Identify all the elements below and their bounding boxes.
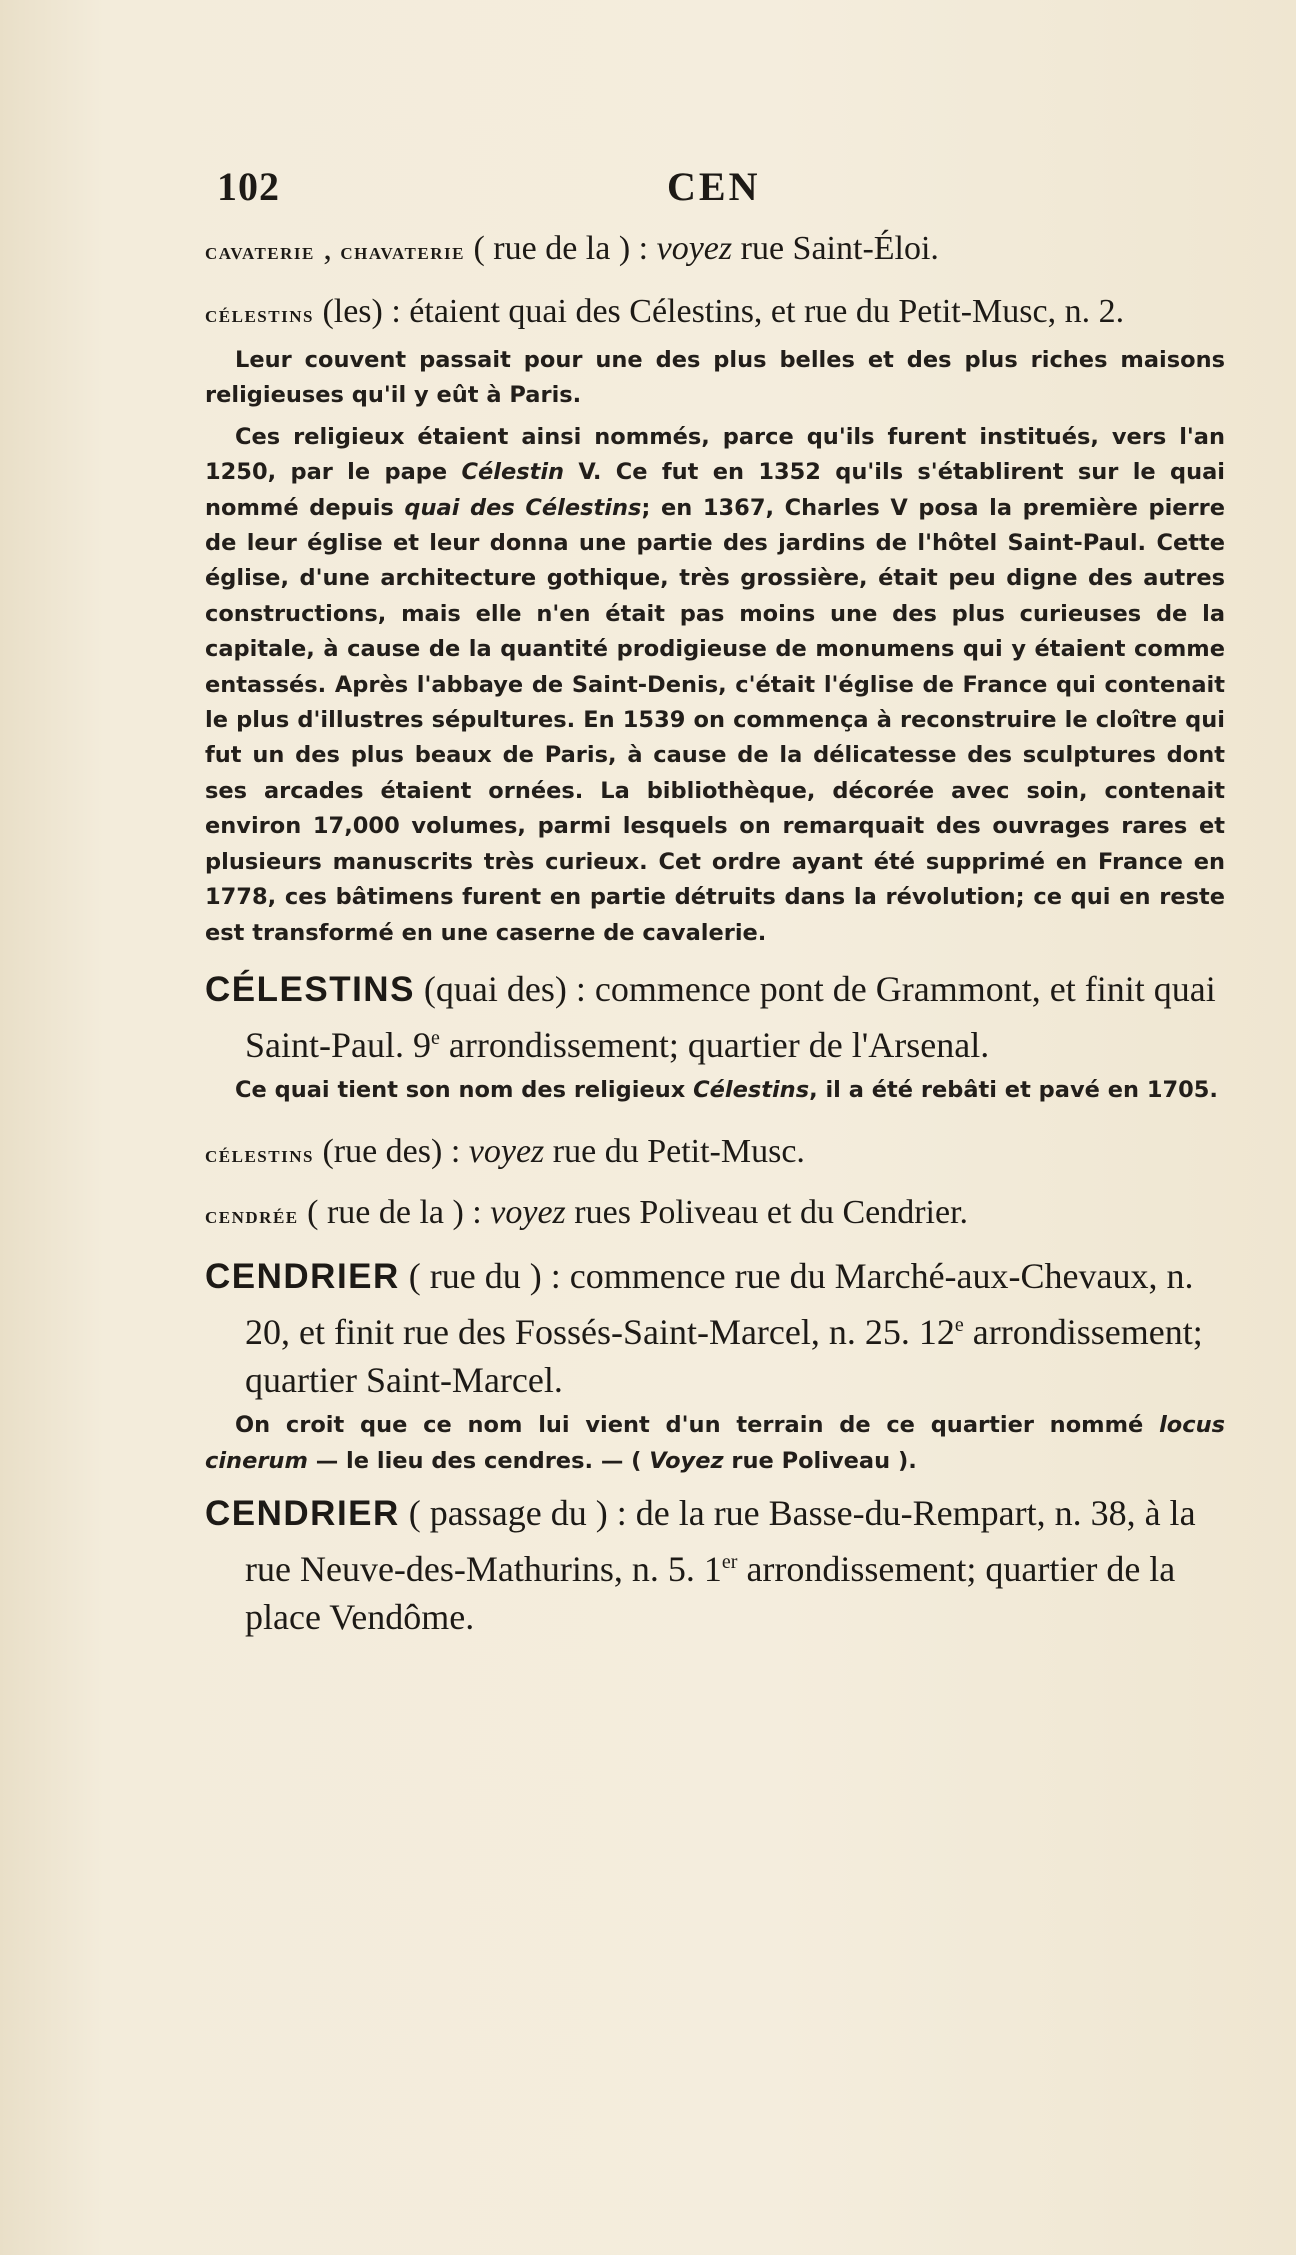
entry-celestins-rue [205, 1128, 1225, 1179]
entry-cendrier-rue [205, 1252, 1225, 1404]
entry-cavaterie [205, 225, 1225, 276]
entry-note-history [205, 420, 1225, 951]
entry-text: (les) : étaient quai des Célestins, et rue du Petit-Musc, n. 2. [313, 293, 1125, 330]
note-text: Ces religieux étaient ainsi nommés, parce qu'ils furent institués, vers l'an 1250, par le pape [205, 423, 1225, 486]
note-text: Ce quai tient son nom des religieux [235, 1076, 694, 1103]
note-text: ; en 1367, Charles V posa la première pierre de leur église et leur donna une partie des jardins de l'hôtel Saint-Paul. Cette église, d'une architecture gothique, très grossière, était peu digne des autres constructions, mais elle n'en était pas moins une des plus curieuses de la capitale, à cause de la quantité prodigieuse de monumens qui y étaient comme entassés. Après l'abbaye de Saint-Denis, c'était l'église de France qui contenait le plus d'illustres sépultures. En 1539 on commença à reconstruire le cloître qui fut un des plus beaux de Paris, à cause de la délicatesse des sculptures dont ses arcades étaient ornées. La bibliothèque, décorée avec soin, contenait environ 17,000 volumes, parmi lesquels on remarquait des ouvrages rares et plusieurs manuscrits très curieux. Cet ordre ayant été supprimé en France en 1778, ces bâtimens furent en partie détruits dans la révolution; ce qui en reste est transformé en une caserne de cavalerie. [205, 494, 1225, 946]
entry-text-end: rue du Petit-Musc. [544, 1133, 805, 1171]
note-text: rue Poliveau ). [723, 1447, 917, 1474]
entry-text: (rue des) : [313, 1133, 469, 1171]
page-content [205, 155, 1225, 1641]
entry-headword: cavaterie [205, 239, 315, 265]
entry-cendrier-passage [205, 1489, 1225, 1641]
entry-headword: cendrée [205, 1203, 299, 1230]
entry-headword: célestins [205, 302, 314, 328]
note-text: , il a été rebâti et pavé en 1705. [809, 1076, 1218, 1103]
entry-text-end: arrondissement; quartier de la place Vendôme. [245, 1549, 1176, 1638]
entry-text-end: arrondissement; quartier de l'Arsenal. [439, 1024, 990, 1065]
running-headword: CEN [667, 164, 761, 209]
note-italic: Célestin [461, 459, 565, 486]
entry-superscript: e [954, 1314, 964, 1337]
entry-headword: CENDRIER [205, 1494, 400, 1534]
note-text: On croit que ce nom lui vient d'un terrain de ce quartier nommé [235, 1412, 1160, 1439]
entry-headword: célestins [205, 1142, 314, 1169]
note-italic: locus cinerum [205, 1412, 1225, 1474]
entry-superscript: e [431, 1026, 440, 1049]
entry-headword-alt: chavaterie [340, 239, 465, 265]
entry-text-end: rue Saint-Éloi. [732, 230, 939, 267]
running-head [205, 155, 1225, 225]
entry-text: ( passage du ) : de la rue Basse-du-Rempart, n. 38, à la rue Neuve-des-Mathurins, n. 5. 1 [245, 1493, 1196, 1590]
entry-voyez: voyez [656, 230, 733, 267]
entry-voyez: voyez [468, 1133, 545, 1171]
entry-headword: CENDRIER [205, 1257, 400, 1297]
entry-note [205, 1408, 1225, 1479]
page-number: 102 [217, 164, 280, 209]
entry-text: (quai des) : commence pont de Grammont, et finit quai Saint-Paul. 9 [245, 968, 1216, 1065]
note-text: — le lieu des cendres. — ( [307, 1447, 650, 1474]
entry-text: ( rue du ) : commence rue du Marché-aux-Chevaux, n. 20, et finit rue des Fossés-Saint-Marcel, n. 25. 12 [245, 1256, 1194, 1353]
entry-superscript: er [721, 1551, 738, 1574]
entry-text-end: arrondissement; quartier Saint-Marcel. [245, 1312, 1203, 1401]
entry-text: ( rue de la ) : [464, 230, 657, 267]
entry-note [205, 1073, 1225, 1108]
entry-celestins-quai [205, 965, 1225, 1069]
entry-celestins-les [205, 288, 1225, 339]
entry-text-end: rues Poliveau et du Cendrier. [565, 1194, 969, 1232]
entry-separator: , [314, 230, 341, 267]
entry-note: Leur couvent passait pour une des plus belles et des plus riches maisons religieuses qu'il y eût à Paris. [205, 347, 1225, 409]
note-italic: Voyez [649, 1447, 724, 1474]
entry-text: ( rue de la ) : [298, 1194, 491, 1232]
note-text: V. Ce fut en 1352 qu'ils s'établirent sur le quai nommé depuis [205, 459, 1225, 521]
note-italic: Célestins [693, 1076, 810, 1103]
note-italic: quai des Célestins [404, 494, 642, 521]
entry-voyez: voyez [490, 1194, 566, 1232]
entry-headword: CÉLESTINS [205, 969, 415, 1009]
entry-cendree [205, 1189, 1225, 1240]
